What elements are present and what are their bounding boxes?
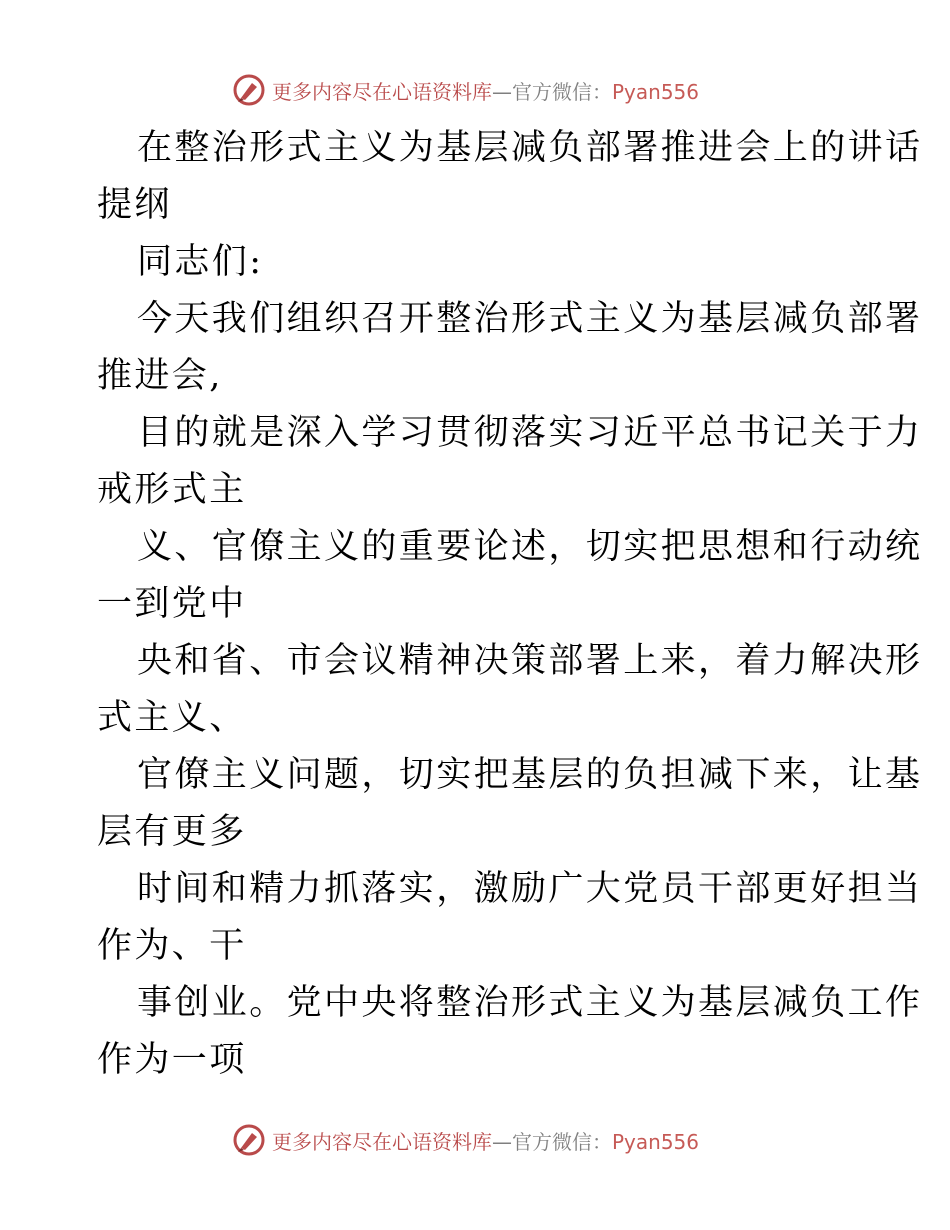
body-line-10: 央和省、市会议精神决策部署上来，着力解决形 [137,641,923,681]
body-line-4: 今天我们组织召开整治形式主义为基层减负部署 [137,299,923,339]
body-line-11: 式主义、 [97,698,247,738]
pen-logo-icon [232,73,266,107]
body-line-3: 同志们: [137,242,264,282]
body-line-14: 时间和精力抓落实，激励广大党员干部更好担当 [137,869,923,909]
header-banner-text: 更多内容尽在心语资料库—官方微信：Pyan556 [272,79,700,104]
footer-banner-text: 更多内容尽在心语资料库—官方微信：Pyan556 [272,1129,700,1154]
body-line-1: 在整治形式主义为基层减负部署推进会上的讲话 [137,128,923,168]
body-line-16: 事创业。党中央将整治形式主义为基层减负工作 [137,983,923,1023]
body-line-17: 作为一项 [97,1040,247,1080]
body-line-15: 作为、干 [97,926,247,966]
body-line-13: 层有更多 [97,812,247,852]
body-line-6: 目的就是深入学习贯彻落实习近平总书记关于力 [137,413,923,453]
body-line-2: 提纲 [97,185,172,225]
body-line-9: 一到党中 [97,584,247,624]
body-line-7: 戒形式主 [97,470,247,510]
body-line-5: 推进会, [97,356,223,396]
footer-watermark-banner [232,1122,699,1158]
body-line-12: 官僚主义问题，切实把基层的负担减下来，让基 [137,755,923,795]
pen-logo-icon [232,1123,266,1157]
body-line-8: 义、官僚主义的重要论述，切实把思想和行动统 [137,527,923,567]
document-body [97,120,923,1089]
header-watermark-banner [232,72,699,108]
